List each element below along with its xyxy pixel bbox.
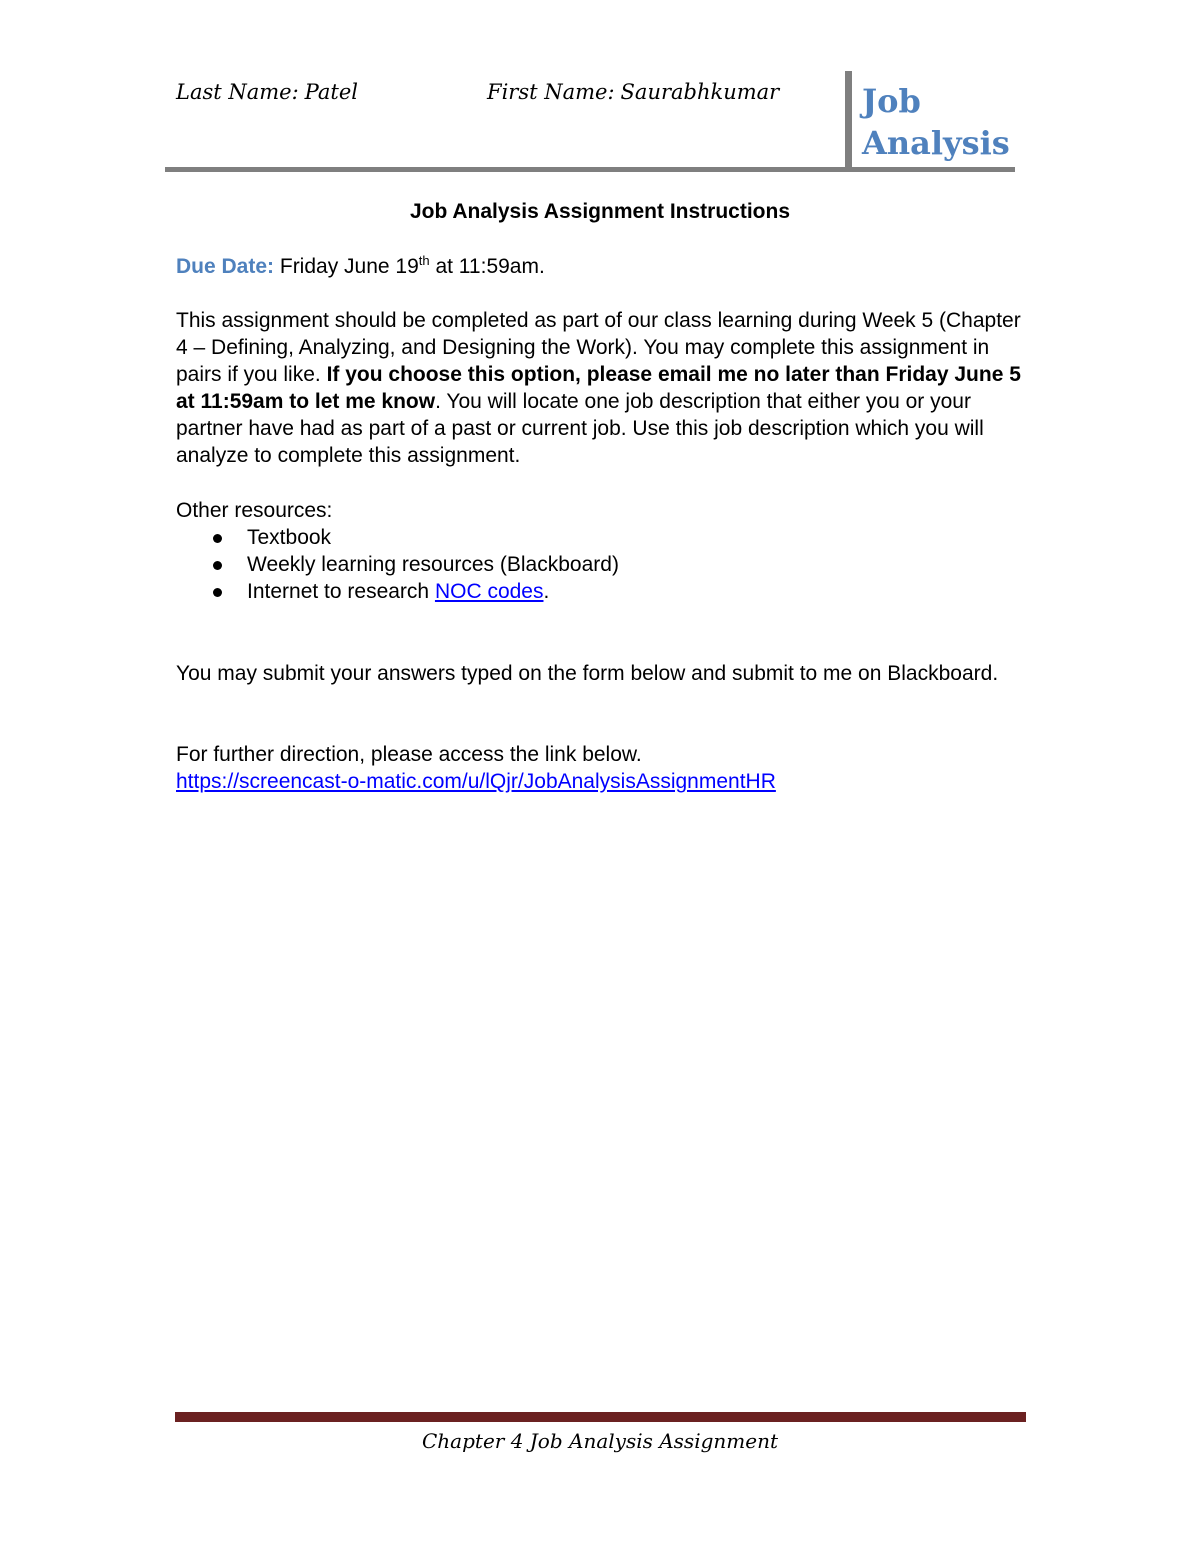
resource-suffix: . xyxy=(543,580,550,603)
instructions-bold-text: If you choose this option, please email me no later than Friday June 5 at 11:59am to let me know xyxy=(176,363,1021,413)
direction-text: For further direction, please access the link below. xyxy=(176,743,642,766)
header-title-line2: Analysis xyxy=(862,124,1010,162)
due-date-label: Due Date: xyxy=(176,255,275,278)
direction-paragraph xyxy=(176,741,1036,795)
instructions-text-1: This assignment should be completed as part of our class learning during Week 5 (Chapter 4 – Defining, Analyzing, and Designing the Work). You may complete this assignment in pairs if you like. xyxy=(176,309,1021,386)
bullet-icon xyxy=(213,561,222,570)
list-item xyxy=(176,578,619,605)
resource-text: Internet to research xyxy=(247,580,435,603)
list-item xyxy=(176,551,619,578)
list-item xyxy=(176,524,619,551)
other-resources-label: Other resources: xyxy=(176,499,333,522)
due-date-line xyxy=(176,253,1036,280)
noc-codes-link[interactable]: NOC codes xyxy=(434,580,544,603)
first-name-value: Saurabhkumar xyxy=(620,80,780,104)
first-name-label: First Name: xyxy=(487,80,615,104)
due-date-time: at 11:59am. xyxy=(429,255,545,278)
last-name-value: Patel xyxy=(304,80,358,104)
resources-list xyxy=(176,524,619,605)
footer-rule xyxy=(175,1412,1026,1422)
due-date-superscript: th xyxy=(418,253,430,268)
header-title-line1: Job xyxy=(862,82,921,120)
instructions-paragraph xyxy=(176,307,1036,469)
screencast-link[interactable]: https://screencast-o-matic.com/u/lQjr/JobAnalysisAssignmentHR xyxy=(176,770,776,793)
header-title xyxy=(862,80,1010,164)
submit-paragraph: You may submit your answers typed on the form below and submit to me on Blackboard. xyxy=(176,662,999,685)
footer-text: Chapter 4 Job Analysis Assignment xyxy=(422,1429,778,1453)
last-name-field xyxy=(176,80,358,104)
header-vertical-divider xyxy=(845,71,852,170)
header-rule xyxy=(165,167,1015,172)
bullet-icon xyxy=(213,588,222,597)
first-name-field xyxy=(487,80,779,104)
resource-text: Textbook xyxy=(247,526,332,549)
due-date-text: Friday June 19 xyxy=(274,255,419,278)
instructions-text-2: . You will locate one job description that either you or your partner have had as part of a past or current job. Use this job description which you will analyze to complete this assignment. xyxy=(176,390,984,467)
document-title: Job Analysis Assignment Instructions xyxy=(409,200,791,223)
last-name-label: Last Name: xyxy=(176,80,299,104)
bullet-icon xyxy=(213,534,222,543)
resource-text: Weekly learning resources (Blackboard) xyxy=(247,553,619,576)
